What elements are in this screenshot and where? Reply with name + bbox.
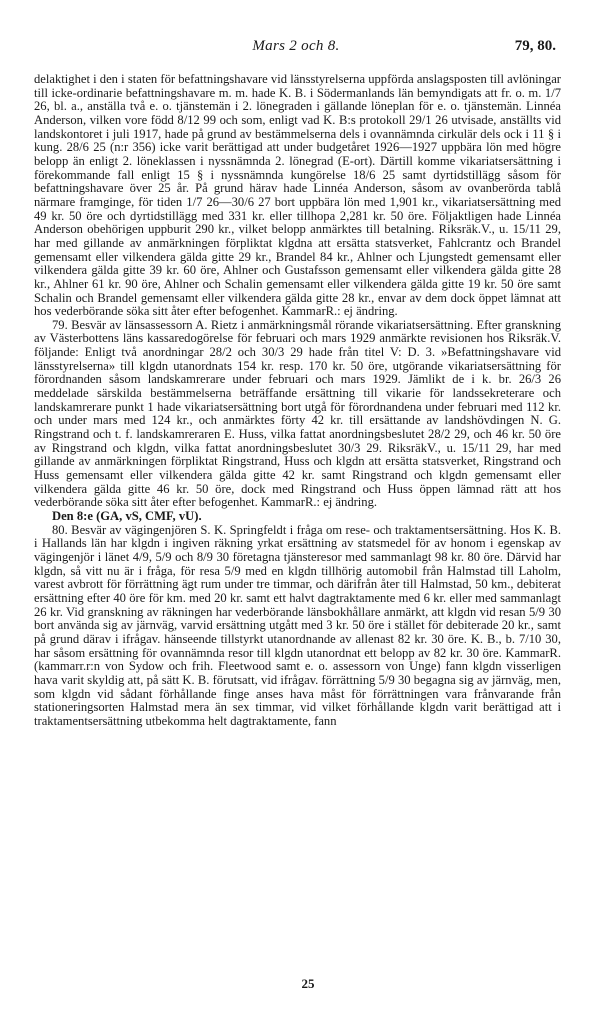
page-number: 25 (301, 976, 315, 991)
body-text (34, 73, 561, 729)
header-case-numbers: 79, 80. (514, 38, 556, 54)
paragraph-case-79: 79. Besvär av länsassessorn A. Rietz i anmärkningsmål rörande vikariatsersättning. Efter granskning av Västerbottens läns kassaredogörelse för februari och mars 1929 anmärkte revisionen hos Riksräk.V. följande: Enligt två anordningar 28/2 och 30/3 29 hade från titel V: D. 3. »Befattningshavare vid länsstyrelserna» till klgdn utanordnats 154 kr. resp. 170 kr. 50 öre, utgörande vikariatsersättning för förordnanden såsom landskamrerare under februari och mars 1929. Jämlikt de i k. br. 26/3 26 meddelade särskilda bestämmelserna beträffande ersättning till vikarie för landssekreterare och landskamrerare punkt 1 hade vikariatsersättning bort utgå för förordnandena under februari med 112 kr. och under mars med 124 kr., och anmärktes förty 42 kr. till ersättande av landshövdingen N. G. Ringstrand och t. f. landskamreraren E. Huss, vilka fattat anordningsbeslutet 28/2 29, och 46 kr. 50 öre av Ringstrand och klgdn, vilka fattat anordningsbeslutet 30/3 29. RiksräkV., u. 15/11 29, har med gillande av anmärkningen förpliktat Ringstrand, Huss och klgdn att ersätta statsverket, Ringstrand och Huss gemensamt eller vilkendera gälda gitte 42 kr. samt Ringstrand och klgdn gemensamt eller vilkendera gälda gitte 46 kr. 50 öre, dock med Ringstrand och Huss öppen lämnad rätt att hos vederbörande söka sitt åter efter befogenhet. KammarR.: ej ändring. (34, 317, 561, 510)
header-title: Mars 2 och 8. (252, 38, 340, 54)
running-header (36, 38, 556, 60)
date-heading-text: Den 8:e (GA, vS, CMF, vU). (52, 509, 202, 523)
paragraph-case-80: 80. Besvär av vägingenjören S. K. Springfeldt i fråga om rese- och traktamentsersättning. Hos K. B. i Hallands län har klgdn i ingiven räkning yrkat ersättning av statsmedel för av honom i egenskap av vägingenjör i länet 4/9, 5/9 och 8/9 30 företagna tjänsteresor med sammanlagt 98 kr. 80 öre. Därvid har klgdn, så vitt nu är i fråga, för resa 5/9 med en klgdn tillhörig automobil från Halmstad till Laholm, varest avbrott för förrättning ägt rum under tre timmar, och därifrån åter till Halmstad, 50 km., debiterat ersättning efter 40 öre för km. med 20 kr. samt ett halvt dagtraktamente med 6 kr. eller med sammanlagt 26 kr. Vid granskning av räkningen har vederbörande länsbokhållare anmärkt, att klgdn vid resan 5/9 30 bort använda sig av järnväg, varvid ersättning utgått med 3 kr. 50 öre i stället för debiterade 20 kr., samt på grund därav i ifrågav. hänseende tillstyrkt utanordnande av allenast 82 kr. 30 öre. K. B., b. 7/10 30, har såsom ersättning för ovannämnda resor till klgdn utanordnat ett belopp av 82 kr. 30 öre. KammarR. (kammarr.r:n von Sydow och frih. Fleetwood samt e. o. assessorn von Unge) fann klgdn visserligen hava varit skyldig att, på sätt K. B. förutsatt, vid ifrågav. förrättning 5/9 30 begagna sig av järnväg, men, som klgdn vid sådant förhållande finge anses hava måst för förrättningen vara frånvarande från stationeringsorten Halmstad mera än sex timmar, vid vilket förhållande klgdn varit berättigad att i traktamentsersättning utbekomma helt dagtraktamente, fann (34, 522, 561, 728)
date-heading (34, 510, 561, 524)
paragraph-continuation: delaktighet i den i staten för befattningshavare vid länsstyrelserna uppförda anslagsposten till avlöningar till icke-ordinarie befattningshavare m. m. hade K. B. i Södermanlands län bemyndigats att fr. o. m. 1/7 26, bl. a., anställa två e. o. tjänstemän i 2. lönegraden i gällande löneplan för e. o. tjänstemän. Linnéa Anderson, vilken vore född 8/12 99 och som, enligt vad K. B:s protokoll 29/1 26 utvisade, anställts vid landskontoret i juli 1917, hade på grund av bestämmelserna dels i ovannämnda cirkulär dels ock i 11 § i kung. 28/6 25 (n:r 356) icke varit berättigad att under budgetåret 1926—1927 uppbära lön med högre belopp än enligt 2. löneklassen i nyssnämnda 2. lönegrad (E-ort). Därtill komme vikariatsersättning i förekommande fall enligt 15 § i nyssnämnda kungörelse 18/6 25 samt dyrtidstillägg såsom för befattningshavare över 25 år. På grund härav hade Linnéa Anderson, såsom av ovanberörda tablå närmare framginge, för tiden 1/7 26—30/6 27 bort uppbära lön med 1,901 kr., vikariatsersättning med 49 kr. 50 öre och dyrtidstillägg med 331 kr. eller tillhopa 2,281 kr. 50 öre. Följaktligen hade Linnéa Anderson obehörigen uppburit 290 kr., vilket belopp anmärktes till betalning. Riksräk.V., u. 15/11 29, har med gillande av anmärkningen förpliktat klgdna att ersätta statsverket, Fahlcrantz och Brandel gemensamt eller vilkendera gälda gitte 29 kr., Brandel 84 kr., Ahlner och Ljungstedt gemensamt eller vilkendera gälda gitte 39 kr. 60 öre, Ahlner och Gustafsson gemensamt eller vilkendera gälda gitte 28 kr., Ahlner 61 kr. 90 öre, Ahlner och Schalin gemensamt eller vilkendera gälda gitte 19 kr. 50 öre samt Schalin och Brandel gemensamt eller vilkendera gälda gitte 28 kr., envar av dem dock öppet lämnat att hos vederbörande söka sitt åter efter befogenhet. KammarR.: ej ändring. (34, 72, 561, 319)
